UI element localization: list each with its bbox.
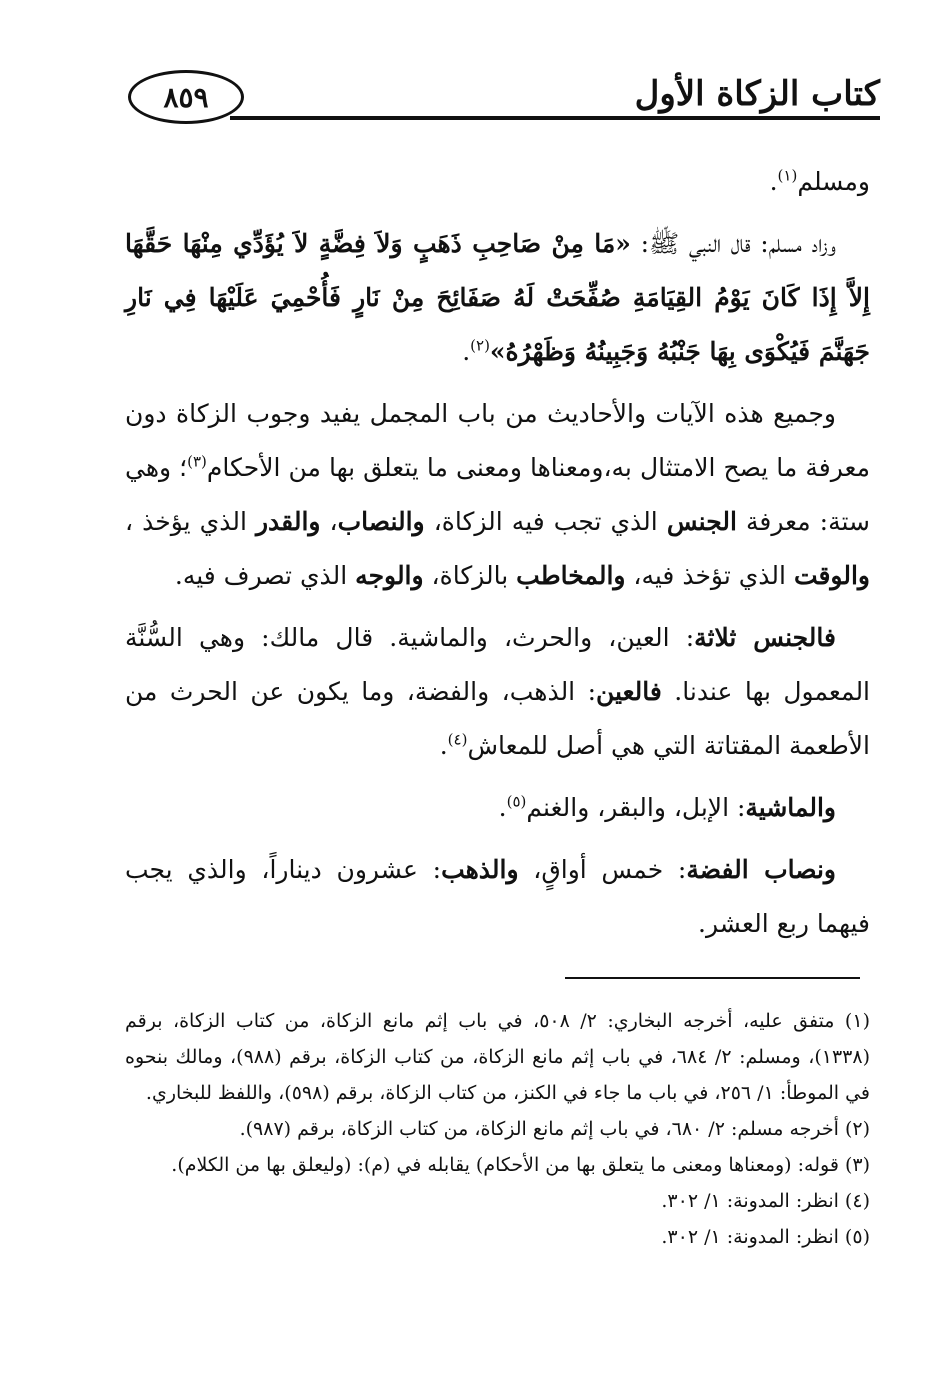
term-nisab: والنصاب: [337, 507, 425, 536]
term-qadr: والقدر: [255, 507, 321, 536]
term-waqt: والوقت: [793, 561, 870, 590]
term-jins: الجنس: [666, 507, 737, 536]
p5-a: : الإبل، والبقر، والغنم: [526, 793, 746, 822]
footnote-ref-5: (٥): [506, 792, 527, 811]
p3-e: الذي يؤخذ ،: [125, 507, 256, 536]
page-number: ٨٥٩: [128, 70, 244, 124]
p3-c: الذي تجب فيه الزكاة،: [424, 507, 667, 536]
paragraph-5: والماشية: الإبل، والبقر، والغنم$^{(٥)}$.: [498, 792, 836, 822]
p6-b: : عشرون ديناراً، والذي يجب فيهما ربع العشر.: [125, 855, 870, 938]
footnote-ref-3: (٣): [187, 452, 207, 471]
footnote-2: (٢) أخرجه مسلم: ٢/ ٦٨٠، في باب إثم مانع الزكاة، من كتاب الزكاة، برقم (٩٨٧).: [239, 1118, 870, 1140]
footnote-ref-2: (٢): [470, 336, 490, 355]
page-header: [120, 60, 880, 130]
p3-b: ؛ وهي ستة: معرفة: [125, 453, 870, 536]
footnote-separator: [565, 977, 860, 979]
p2-lead: وزاد مسلم: قال النبي ﷺ:: [630, 229, 836, 258]
term-mashiya: والماشية: [745, 793, 836, 822]
body-text: [125, 155, 870, 959]
p3-d: ،: [320, 507, 338, 536]
paragraph-3: [125, 387, 870, 603]
book-title: كتاب الزكاة الأول: [634, 74, 880, 114]
p3-h: الذي تصرف فيه.: [174, 561, 356, 590]
term-nisab-fidda: ونصاب الفضة: [686, 855, 836, 884]
paragraph-2: وزاد مسلم: قال النبي ﷺ: «مَا مِنْ صَاحِبِ ذَهَبٍ وَلاَ فِضَّةٍ لاَ يُؤَدِّي مِنْهَا حَقَّهَا إِلاَّ إِذَا كَانَ يَوْمُ القِيَامَةِ صُفِّحَتْ لَهُ صَفَائِحَ مِنْ نَارٍ فَأُحْمِيَ عَلَيْهَا فِي نَارِ جَهَنَّمَ فَيُكْوَى بِهَا جَنْبُهُ وَجَبِينُهُ وَظَهْرُهُ»$^{(٢)}$.: [125, 229, 870, 366]
footnotes: [125, 1003, 870, 1255]
term-dhahab: والذهب: [441, 855, 519, 884]
footnote-4: (٤) انظر: المدونة: ١/ ٣٠٢.: [661, 1190, 870, 1212]
p1-text: ومسلم: [797, 167, 870, 196]
footnote-3: (٣) قوله: (ومعناها ومعنى ما يتعلق بها من الأحكام) يقابله في (م): (وليعلق بها من الكلام).: [171, 1154, 870, 1176]
paragraph-4: فالجنس ثلاثة: العين، والحرث، والماشية. قال مالك: وهي السُّنَّة المعمول بها عندنا. فالعين: الذهب، والفضة، وما يكون عن الحرث من الأطعمة المقتاتة التي هي أصل للمعاش$^{(٤)}$.: [125, 623, 871, 760]
hadith-quote: «مَا مِنْ صَاحِبِ ذَهَبٍ وَلاَ فِضَّةٍ لاَ يُؤَدِّي مِنْهَا حَقَّهَا إِلاَّ إِذَا كَانَ يَوْمُ القِيَامَةِ صُفِّحَتْ لَهُ صَفَائِحَ مِنْ نَارٍ فَأُحْمِيَ عَلَيْهَا فِي نَارِ جَهَنَّمَ فَيُكْوَى بِهَا جَنْبُهُ وَجَبِينُهُ وَظَهْرُهُ»: [125, 229, 870, 366]
term-mukhatab: والمخاطب: [516, 561, 626, 590]
term-ayn: فالعين: [596, 677, 662, 706]
term-wajh: والوجه: [355, 561, 424, 590]
p3-f: الذي تؤخذ فيه،: [625, 561, 794, 590]
term-jins-thalatha: فالجنس ثلاثة: [694, 623, 836, 652]
p6-a: : خمس أواقٍ،: [518, 855, 687, 884]
footnote-ref-1: (١): [777, 166, 798, 185]
footnote-5: (٥) انظر: المدونة: ١/ ٣٠٢.: [661, 1226, 870, 1248]
paragraph-1: ومسلم$^{(١)}$.: [769, 166, 870, 196]
header-rule: [230, 116, 880, 120]
p3-a: وجميع هذه الآيات والأحاديث من باب المجمل يفيد وجوب الزكاة دون معرفة ما يصح الامتثال به،ومعناها ومعنى ما يتعلق بها من الأحكام: [125, 399, 870, 482]
p4-a: : العين، والحرث، والماشية. قال مالك: وهي السُّنَّة المعمول بها عندنا.: [125, 623, 871, 706]
p4-b: : الذهب، والفضة، وما يكون عن الحرث من الأطعمة المقتاتة التي هي أصل للمعاش: [125, 677, 870, 760]
paragraph-6: [125, 843, 870, 951]
p3-g: بالزكاة،: [423, 561, 517, 590]
footnote-ref-4: (٤): [447, 730, 468, 749]
footnote-1: (١) متفق عليه، أخرجه البخاري: ٢/ ٥٠٨، في باب إثم مانع الزكاة، من كتاب الزكاة، برقم (١٣٣٨)، ومسلم: ٢/ ٦٨٤، في باب إثم مانع الزكاة، من كتاب الزكاة، برقم (٩٨٨)، ومالك بنحوه في الموطأ: ١/ ٢٥٦، في باب ما جاء في الكنز، من كتاب الزكاة، برقم (٥٩٨)، واللفظ للبخاري.: [125, 1010, 871, 1104]
